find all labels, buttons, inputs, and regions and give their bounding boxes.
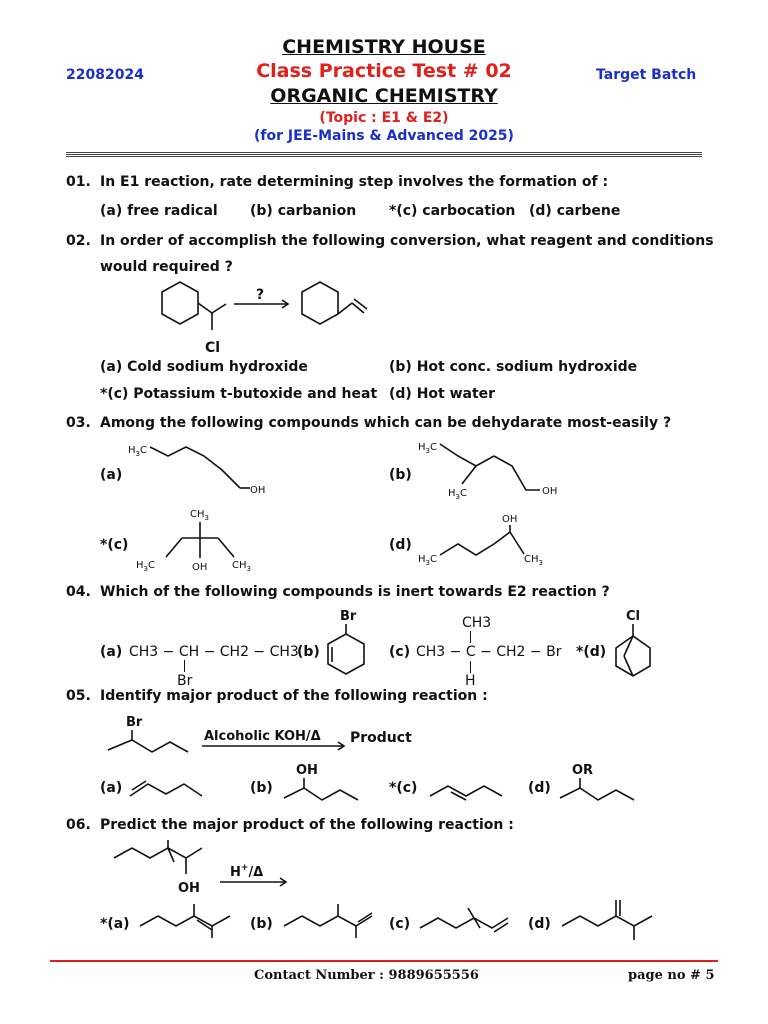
q3c-ch3-top: $CH_3$ <box>190 509 209 522</box>
q2-bond <box>198 303 212 313</box>
footer-rule <box>50 960 718 962</box>
q3c-oh-label: OH <box>192 562 208 573</box>
q5b-chain <box>284 788 358 800</box>
exam-line: (for JEE-Mains & Advanced 2025) <box>254 128 514 144</box>
header-rule <box>66 156 702 157</box>
q5-label-d: (d) <box>528 780 551 796</box>
q2-arrow-label: ? <box>256 287 265 303</box>
q4-text: Which of the following compounds is inert towards E2 reaction ? <box>100 584 610 600</box>
q3b-chain <box>440 444 494 466</box>
q6-label-b: (b) <box>250 916 273 932</box>
q4-label-b: (b) <box>297 644 320 660</box>
q4-formula-a: CH3 − CH − CH2 − CH3 <box>129 644 299 660</box>
q5d-or-label: OR <box>572 763 594 778</box>
q2-cyclohexane-ring <box>162 282 198 324</box>
q3c-ch3-left: $H_3C$ <box>136 560 155 573</box>
q3b-ch3-top: $H_3C$ <box>418 442 437 455</box>
date-code: 22082024 <box>66 67 144 83</box>
q3d-oh-label: OH <box>502 514 518 525</box>
q5-option-d-structure <box>556 760 646 806</box>
q2-option-d: (d) Hot water <box>389 386 496 402</box>
q4-a-br: Br <box>177 673 193 689</box>
q3-label-c: *(c) <box>100 537 129 553</box>
q5-reagent: Alcoholic KOH/Δ <box>204 729 321 744</box>
q4-structure-d <box>612 606 662 680</box>
q3-structure-b <box>418 438 578 501</box>
q5a-double-bond <box>132 781 146 790</box>
q4-label-a: (a) <box>100 644 123 660</box>
q5d-chain <box>560 788 634 800</box>
q3d-chain <box>440 532 510 555</box>
q5-product-label: Product <box>350 730 412 746</box>
q4b-ring <box>328 634 364 674</box>
q6-reaction-scheme <box>110 838 300 898</box>
q1-number: 01. <box>66 174 91 190</box>
q6a-chain <box>140 916 230 926</box>
header-rule <box>66 154 702 155</box>
q3-label-b: (b) <box>389 467 412 483</box>
q4-formula-c: CH3 − C − CH2 − Br <box>416 644 562 660</box>
q5-option-b-structure <box>276 760 366 806</box>
q5b-oh-label: OH <box>296 763 318 778</box>
q2-bond <box>212 304 226 313</box>
institute-title: CHEMISTRY HOUSE <box>282 36 486 58</box>
q3c-ch3-right: $CH_3$ <box>232 560 251 573</box>
q4-c-top: CH3 <box>462 615 492 631</box>
q3d-bond <box>510 532 524 554</box>
q5c-double-bond <box>451 792 466 800</box>
q4d-ring <box>616 636 650 676</box>
q3-label-a: (a) <box>100 467 123 483</box>
q5-text: Identify major product of the following reaction : <box>100 688 488 704</box>
q2-option-a: (a) Cold sodium hydroxide <box>100 359 308 375</box>
q6d-chain <box>562 916 652 926</box>
q3-text: Among the following compounds which can be dehydarate most-easily ? <box>100 415 672 431</box>
q2-text-line1: In order of accomplish the following conversion, what reagent and conditions <box>100 233 714 249</box>
q3-number: 03. <box>66 415 91 431</box>
header-rule <box>66 152 702 153</box>
q3b-bond <box>462 466 476 484</box>
q5-number: 05. <box>66 688 91 704</box>
q3-structure-a <box>128 438 278 498</box>
q3a-chain <box>150 447 240 488</box>
q2-product-ring <box>302 282 338 324</box>
q6c-chain <box>420 918 508 928</box>
q6c-double-bond <box>494 923 508 932</box>
q3b-chain <box>494 456 540 490</box>
footer-page-number: page no # 5 <box>628 968 715 983</box>
q4-c-bottom: H <box>465 673 476 689</box>
q1-text: In E1 reaction, rate determining step involves the formation of : <box>100 174 609 190</box>
q6-text: Predict the major product of the following reaction : <box>100 817 514 833</box>
q6c-bond <box>468 908 480 928</box>
q6-option-a-structure <box>138 900 248 940</box>
q3-structure-c <box>134 505 274 575</box>
q4-label-c: (c) <box>389 644 411 660</box>
q5-option-a-structure <box>126 770 216 806</box>
q6-oh-label: OH <box>178 881 200 896</box>
q3a-oh-label: OH <box>250 485 266 496</box>
q5a-chain <box>130 784 202 796</box>
q5-label-b: (b) <box>250 780 273 796</box>
q5-chain <box>108 740 188 752</box>
footer-contact: Contact Number : 9889655556 <box>254 968 479 983</box>
q5-label-a: (a) <box>100 780 123 796</box>
q6-number: 06. <box>66 817 91 833</box>
q2-reaction-scheme <box>150 280 380 360</box>
q6-option-c-structure <box>418 902 518 942</box>
q3a-ch3-label: $H_3C$ <box>128 445 147 458</box>
q1-option-d: (d) carbene <box>529 203 621 219</box>
test-name: Class Practice Test # 02 <box>256 60 512 82</box>
q2-text-line2: would required ? <box>100 259 233 275</box>
q3d-ch3-left: $H_3C$ <box>418 554 437 567</box>
q2-cl-label: Cl <box>205 340 221 356</box>
q3c-bond <box>218 538 234 557</box>
q4-structure-b <box>318 608 378 678</box>
q5-option-c-structure <box>426 772 516 806</box>
q2-bond <box>338 303 352 314</box>
q4-label-d: *(d) <box>576 644 607 660</box>
q6-option-d-structure <box>560 898 660 942</box>
q1-option-a: (a) free radical <box>100 203 218 219</box>
q6-option-b-structure <box>282 900 382 940</box>
q2-option-c: *(c) Potassium t-butoxide and heat <box>100 386 378 402</box>
q6-label-c: (c) <box>389 916 411 932</box>
subject-title: ORGANIC CHEMISTRY <box>270 85 498 107</box>
q4c-bond <box>470 631 471 643</box>
q4a-bond <box>184 660 185 672</box>
q1-option-c: *(c) carbocation <box>389 203 516 219</box>
q5-label-c: *(c) <box>389 780 418 796</box>
topic-line: (Topic : E1 & E2) <box>319 110 449 126</box>
q4c-bond <box>470 661 471 673</box>
q1-option-b: (b) carbanion <box>250 203 357 219</box>
batch-label: Target Batch <box>596 67 697 83</box>
q5c-chain <box>430 786 502 796</box>
q3b-ch3-bottom: $H_3C$ <box>448 488 467 501</box>
q3d-ch3-right: $CH_3$ <box>524 554 543 567</box>
q2-double-bond <box>354 299 367 309</box>
q3b-oh-label: OH <box>542 486 558 497</box>
q4b-br-label: Br <box>340 609 357 624</box>
q4d-cl-label: Cl <box>626 609 640 624</box>
q2-option-b: (b) Hot conc. sodium hydroxide <box>389 359 638 375</box>
q4-number: 04. <box>66 584 91 600</box>
q3-label-d: (d) <box>389 537 412 553</box>
q3-structure-d <box>418 510 568 570</box>
q6-label-d: (d) <box>528 916 551 932</box>
q3c-bond <box>166 538 182 557</box>
q2-number: 02. <box>66 233 91 249</box>
q6-reagent: H+/Δ <box>230 863 264 880</box>
q5-br-label: Br <box>126 715 143 730</box>
q6-chain <box>114 848 202 858</box>
q5-reaction-scheme <box>104 712 444 762</box>
q6-label-a: *(a) <box>100 916 130 932</box>
